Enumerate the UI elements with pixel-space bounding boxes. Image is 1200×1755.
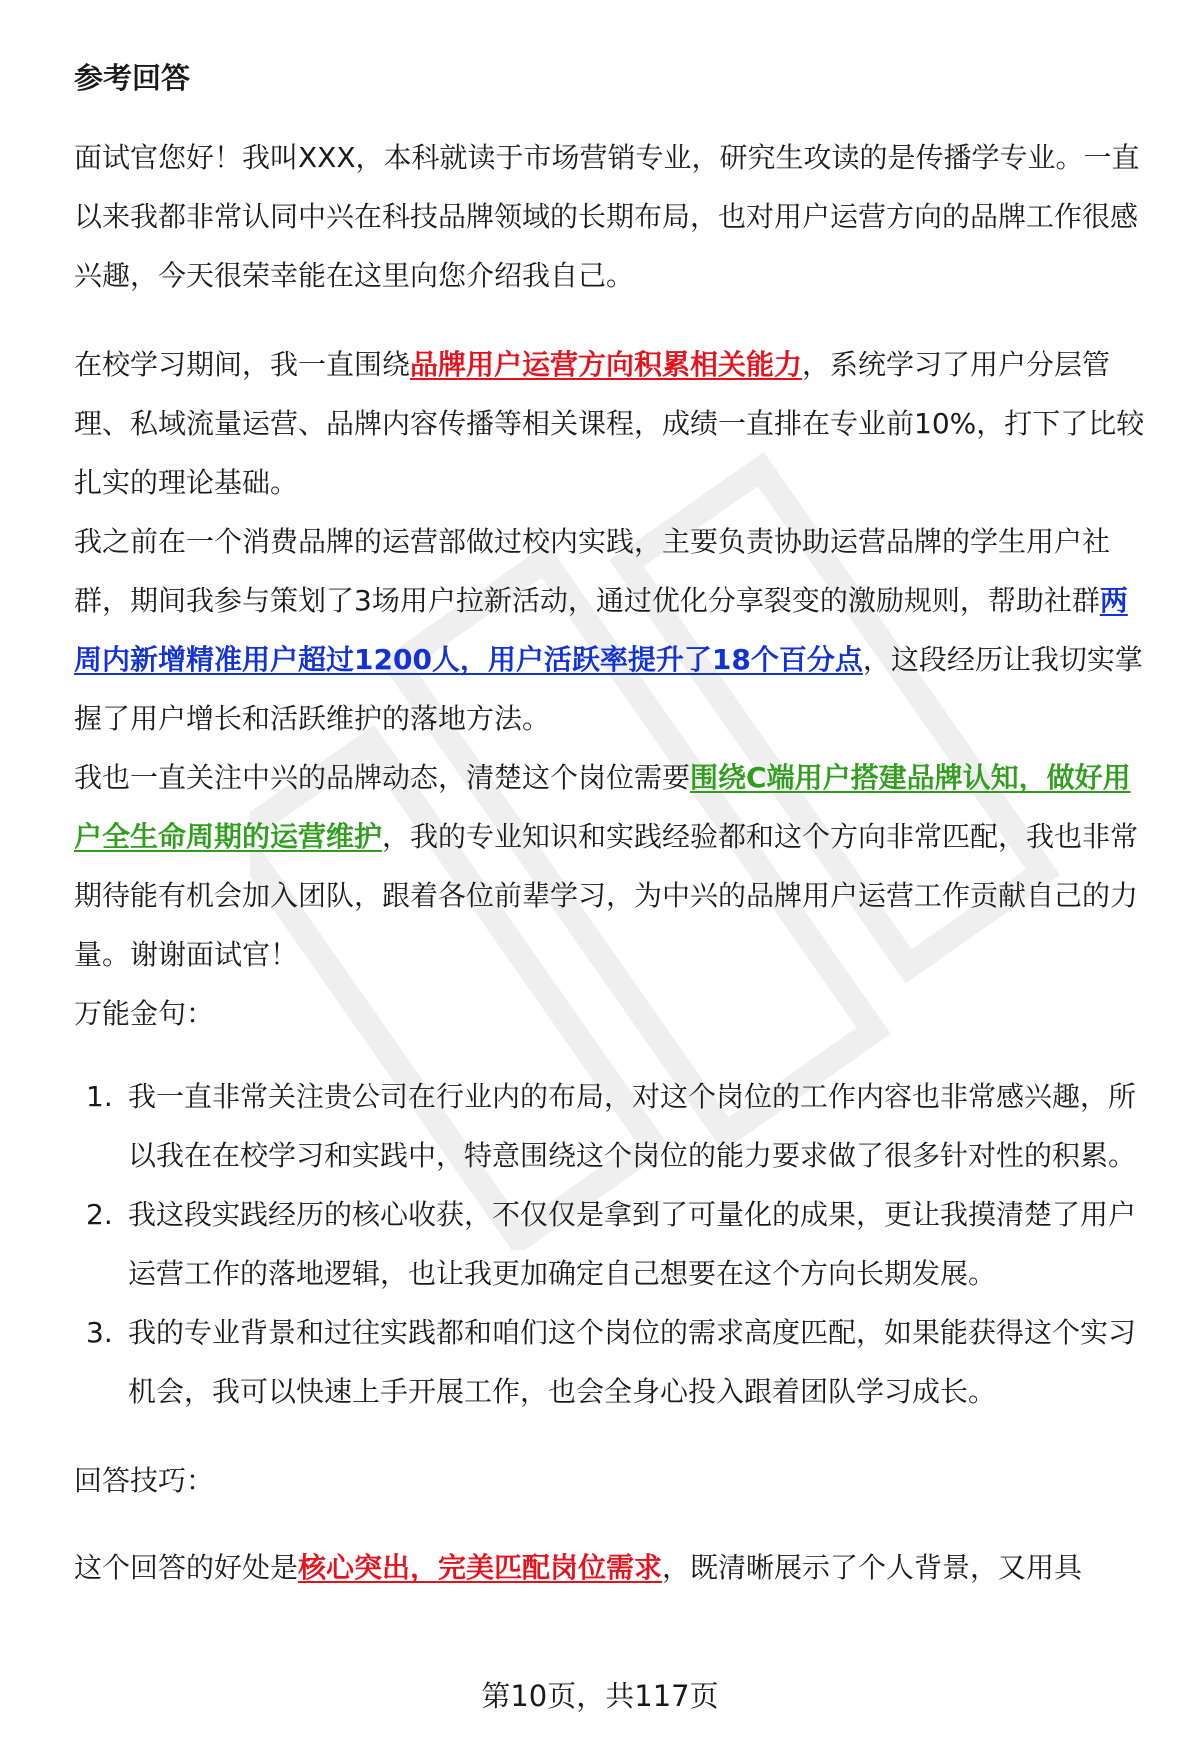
list-item bbox=[74, 1303, 1146, 1421]
motivation-paragraph bbox=[74, 748, 1146, 984]
motivation-text-before: 我也一直关注中兴的品牌动态，清楚这个岗位需要 bbox=[74, 761, 691, 794]
list-number: 2. bbox=[86, 1198, 113, 1231]
list-text: 我的专业背景和过往实践都和咱们这个岗位的需求高度匹配，如果能获得这个实习机会，我可以快速上手开展工作，也会全身心投入跟着团队学习成长。 bbox=[128, 1316, 1137, 1408]
practice-text-after: ，这段经历让我切实掌握了用户增长和活跃维护的落地方法。 bbox=[74, 643, 1143, 735]
practice-paragraph bbox=[74, 512, 1146, 748]
list-text: 我这段实践经历的核心收获，不仅仅是拿到了可量化的成果，更让我摸清楚了用户运营工作的落地逻辑，也让我更加确定自己想要在这个方向长期发展。 bbox=[128, 1198, 1137, 1290]
tips-label: 回答技巧： bbox=[74, 1464, 215, 1497]
intro-paragraph: 面试官您好！我叫XXX，本科就读于市场营销专业，研究生攻读的是传播学专业。一直以来我都非常认同中兴在科技品牌领域的长期布局，也对用户运营方向的品牌工作很感兴趣，今天很荣幸能在这里向您介绍我自己。 bbox=[74, 141, 1140, 292]
list-item bbox=[74, 1067, 1146, 1185]
list-number: 1. bbox=[86, 1080, 113, 1113]
golden-sentences-label: 万能金句： bbox=[74, 997, 215, 1030]
benefit-text-after: ，既清晰展示了个人背景，又用具 bbox=[662, 1551, 1083, 1584]
practice-highlight: 两周内新增精准用户超过1200人，用户活跃率提升了18个百分点 bbox=[74, 584, 1128, 676]
benefit-text-before: 这个回答的好处是 bbox=[74, 1551, 299, 1584]
study-paragraph bbox=[74, 335, 1146, 512]
document-page bbox=[74, 56, 1146, 1597]
study-text-after: ，系统学习了用户分层管理、私域流量运营、品牌内容传播等相关课程，成绩一直排在专业前10%，打下了比较扎实的理论基础。 bbox=[74, 348, 1145, 499]
study-highlight: 品牌用户运营方向积累相关能力 bbox=[410, 348, 803, 381]
motivation-text-after: ，我的专业知识和实践经验都和这个方向非常匹配，我也非常期待能有机会加入团队，跟着各位前辈学习，为中兴的品牌用户运营工作贡献自己的力量。谢谢面试官！ bbox=[74, 820, 1139, 971]
list-item bbox=[74, 1185, 1146, 1303]
page-number-footer: 第10页，共117页 bbox=[481, 1679, 719, 1713]
benefit-paragraph bbox=[74, 1538, 1146, 1597]
motivation-highlight: 围绕C端用户搭建品牌认知，做好用户全生命周期的运营维护 bbox=[74, 761, 1131, 853]
list-text: 我一直非常关注贵公司在行业内的布局，对这个岗位的工作内容也非常感兴趣，所以我在在校学习和实践中，特意围绕这个岗位的能力要求做了很多针对性的积累。 bbox=[128, 1080, 1137, 1172]
practice-text-before: 我之前在一个消费品牌的运营部做过校内实践，主要负责协助运营品牌的学生用户社群，期间我参与策划了3场用户拉新活动，通过优化分享裂变的激励规则，帮助社群 bbox=[74, 525, 1111, 617]
golden-sentences-list bbox=[74, 1067, 1146, 1421]
section-heading: 参考回答 bbox=[74, 61, 191, 95]
benefit-highlight: 核心突出，完美匹配岗位需求 bbox=[298, 1551, 663, 1584]
study-text-before: 在校学习期间，我一直围绕 bbox=[74, 348, 411, 381]
list-number: 3. bbox=[86, 1316, 113, 1349]
